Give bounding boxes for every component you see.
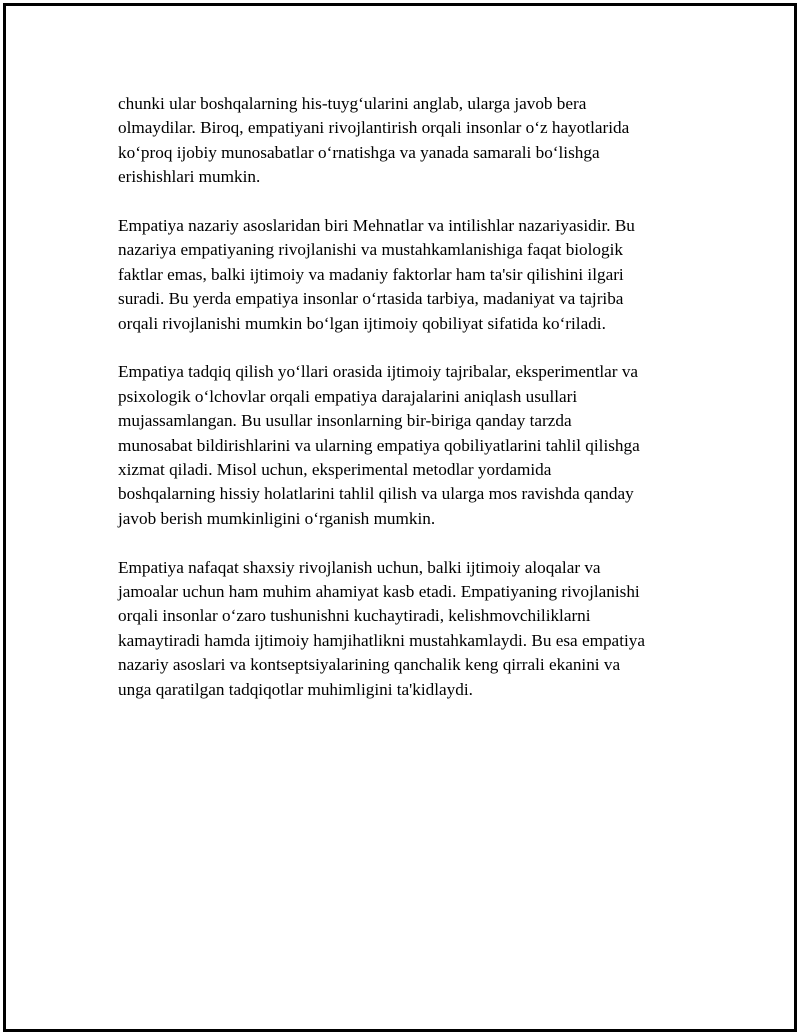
paragraph-social-importance: Empatiya nafaqat shaxsiy rivojlanish uchun, balki ijtimoiy aloqalar va jamoalar uchun ham muhim ahamiyat kasb etadi. Empatiyaning rivojlanishi orqali insonlar o‘zaro tushunishni kuchaytiradi, kelishmovchiliklarni kamaytiradi hamda ijtimoiy hamjihatlikni mustahkamlaydi. Bu esa empatiya nazariy asoslari va kontseptsiyalarining qanchalik keng qirrali ekanini va unga qaratilgan tadqiqotlar muhimligini ta'kidlaydi. — [118, 557, 645, 699]
paragraph-continuation: chunki ular boshqalarning his-tuyg‘ularini anglab, ularga javob bera olmaydilar. Biroq, empatiyani rivojlantirish orqali insonlar o‘z hayotlarida ko‘proq ijobiy munosabatlar o‘rnatishga va yanada samarali bo‘lishga erishishlari mumkin. — [118, 94, 630, 187]
paragraph-research-methods: Empatiya tadqiq qilish yo‘llari orasida ijtimoiy tajribalar, eksperimentlar va psixologik o‘lchovlar orqali empatiya darajalarini aniqlash usullari mujassamlangan. Bu usullar insonlarning bir-biriga qanday tarzda munosabat bildirishlarini va ularning empatiya qobiliyatlarini tahlil qilishga xizmat qiladi. Misol uchun, eksperimental metodlar yordamida boshqalarning hissiy holatlarini tahlil qilish va ularga mos ravishda qanday javob berish mumkinligini o‘rganish mumkin. — [118, 362, 640, 528]
document-body — [118, 92, 693, 727]
paragraph-theory: Empatiya nazariy asoslaridan biri Mehnatlar va intilishlar nazariyasidir. Bu nazariya empatiyaning rivojlanishi va mustahkamlanishiga faqat biologik faktlar emas, balki ijtimoiy va madaniy faktorlar ham ta'sir qilishini ilgari suradi. Bu yerda empatiya insonlar o‘rtasida tarbiya, madaniyat va tajriba orqali rivojlanishi mumkin bo‘lgan ijtimoiy qobiliyat sifatida ko‘riladi. — [118, 216, 635, 333]
